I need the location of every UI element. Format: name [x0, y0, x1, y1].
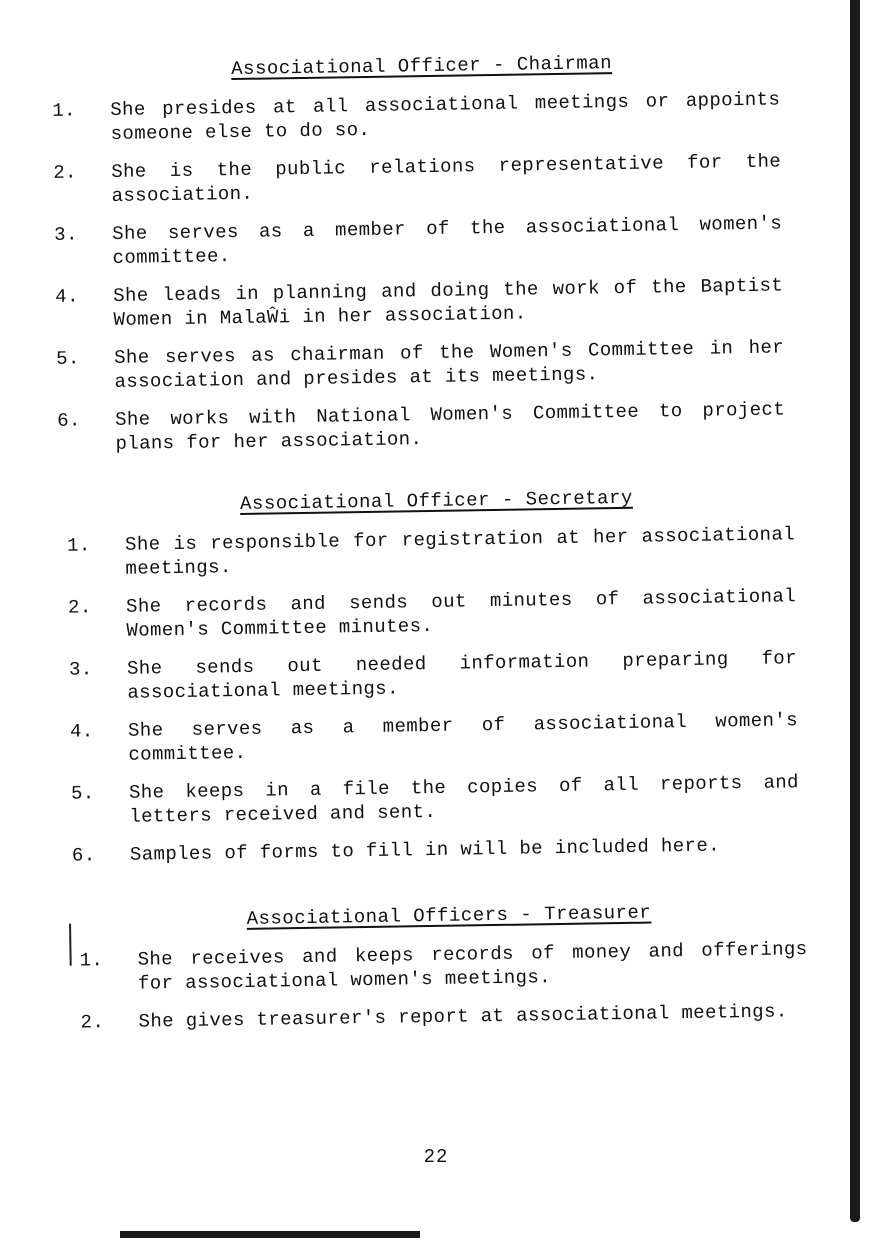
item-number: 5. — [55, 347, 80, 370]
list-item — [54, 211, 795, 271]
item-list — [79, 937, 820, 1035]
item-text: She keeps in a file the copies of all reports and letters received and sent. — [128, 771, 800, 828]
list-item — [70, 708, 811, 768]
list-item — [69, 646, 810, 706]
item-text: She leads in planning and doing the work of the Baptist Women in MalaŴi in her association. — [113, 274, 784, 331]
list-item — [68, 584, 809, 644]
item-number: 1. — [66, 534, 91, 557]
list-item — [56, 335, 797, 395]
list-item — [52, 87, 793, 147]
section-heading — [66, 484, 806, 518]
section-treasurer — [79, 899, 821, 1049]
item-text: She gives treasurer's report at associational meetings. — [138, 1000, 788, 1033]
section-secretary — [66, 484, 812, 882]
item-number: 5. — [70, 782, 95, 805]
item-number: 2. — [80, 1011, 105, 1034]
item-text: She records and sends out minutes of associational Women's Committee minutes. — [125, 585, 797, 642]
item-number: 4. — [55, 285, 79, 308]
item-text: She presides at all associational meetings or appoints someone else to do so. — [110, 88, 781, 145]
item-text: She serves as a member of associational women's committee. — [127, 709, 799, 766]
item-list — [67, 522, 812, 868]
item-text: She is the public relations representative for the association. — [111, 150, 782, 207]
list-item — [55, 273, 796, 333]
item-number: 3. — [54, 223, 78, 246]
list-item — [71, 770, 812, 830]
scan-edge-shadow — [850, 0, 860, 1222]
heading-text: Associational Officer - Chairman — [231, 52, 613, 81]
item-number: 2. — [67, 596, 92, 619]
section-heading — [51, 49, 791, 83]
item-list — [52, 87, 798, 457]
item-number: 1. — [79, 949, 104, 972]
list-item — [79, 937, 820, 997]
item-number: 2. — [53, 161, 78, 184]
scan-bottom-edge — [120, 1231, 420, 1238]
item-text: She serves as chairman of the Women's Committee in her association and presides at its meetings. — [113, 336, 785, 393]
list-item — [72, 832, 812, 868]
item-text: She sends out needed information preparing for associational meetings. — [126, 647, 798, 704]
section-chairman — [51, 49, 797, 471]
margin-mark — [69, 924, 72, 966]
heading-text: Associational Officer - Secretary — [239, 486, 633, 515]
list-item — [80, 999, 820, 1035]
item-text: She receives and keeps records of money and offerings for associational women's meetings. — [137, 938, 808, 995]
item-text: Samples of forms to fill in will be included here. — [129, 834, 721, 866]
item-text: She works with National Women's Committee to project plans for her association. — [114, 398, 786, 455]
list-item — [57, 397, 798, 457]
item-number: 6. — [56, 409, 81, 432]
item-text: She is responsible for registration at her associational meetings. — [124, 523, 796, 580]
section-heading — [79, 899, 819, 933]
item-number: 6. — [71, 844, 96, 867]
list-item — [67, 522, 808, 582]
list-item — [53, 149, 794, 209]
heading-text: Associational Officers - Treasurer — [246, 901, 652, 930]
page-number: 22 — [423, 1146, 449, 1168]
item-number: 3. — [68, 658, 93, 681]
item-number: 4. — [69, 720, 94, 743]
item-number: 1. — [52, 99, 77, 122]
item-text: She serves as a member of the associational women's committee. — [112, 212, 783, 269]
